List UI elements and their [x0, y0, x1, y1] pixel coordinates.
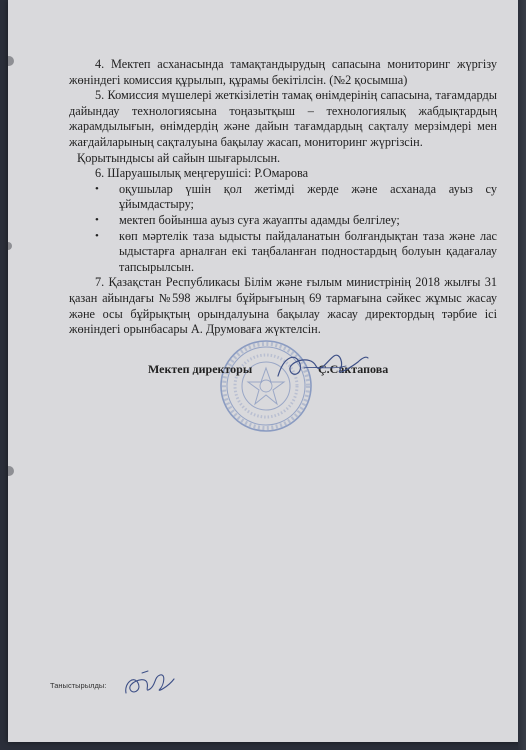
paragraph-7: 7. Қазақстан Республикасы Білім және ғылым министрінің 2018 жылғы 31 қазан айындағы №598 жылғы бұйрығының 69 тармағына сәйкес жұмыс жасау және осы бұйрықтың орындалуына бақылау жасау директордың тәрбие ісі жөніндегі орынбасары А. Друмоваға жүктелсін.	[69, 275, 497, 337]
list-item: • мектеп бойынша ауыз суға жауапты адамды белгілеу;	[95, 212, 400, 227]
document-body	[69, 57, 497, 338]
bullet-icon: •	[95, 229, 99, 242]
punch-hole-top	[8, 56, 14, 66]
signatory-role: Мектеп директоры	[148, 362, 253, 376]
acknowledgement-signature-icon	[120, 665, 180, 701]
paragraph-6: 6. Шаруашылық меңгерушісі: Р.Омарова	[95, 166, 309, 181]
bullet-icon: •	[95, 213, 99, 226]
document-page	[8, 0, 520, 742]
paragraph-4: 4. Мектеп асханасында тамақтандырудың сапасына мониторинг жүргізу жөніндегі комиссия құрылып, құрамы бекітілсін. (№2 қосымша)	[69, 57, 497, 87]
paragraph-5: 5. Комиссия мүшелері жеткізілетін тамақ өнімдерінің сапасына, тағамдарды дайындау технологиясына тоңазытқыш – технологиялық жабдықтардың жарамдылығын, өнімдердің және дайын тағамдардың сақталу мерзімдері мен жағдайларының сақталуына бақылау жасап, мониторинг жүргізсін.	[69, 88, 497, 149]
punch-hole-bottom	[8, 466, 14, 476]
punch-hole-middle	[8, 242, 12, 250]
paragraph-5-conclusion: Қорытындысы ай сайын шығарылсын.	[77, 150, 281, 165]
signatory-name: Ç.Сактапова	[318, 362, 389, 376]
bullet-icon: •	[95, 182, 99, 195]
list-item: • көп мәртелік таза ыдысты пайдаланатын болғандықтан таза және лас ыдыстарға арналған екі таңбаланған подностардың болуын қадағалау тапсырылсын.	[95, 228, 497, 274]
bullet-list	[69, 182, 497, 276]
background-edge	[518, 0, 526, 750]
handwritten-signature-icon	[270, 346, 370, 386]
list-item: • оқушылар үшін қол жетімді жерде және асханада ауыз су ұйымдастыру;	[95, 181, 497, 212]
acknowledged-label: Таныстырылды:	[50, 681, 107, 690]
